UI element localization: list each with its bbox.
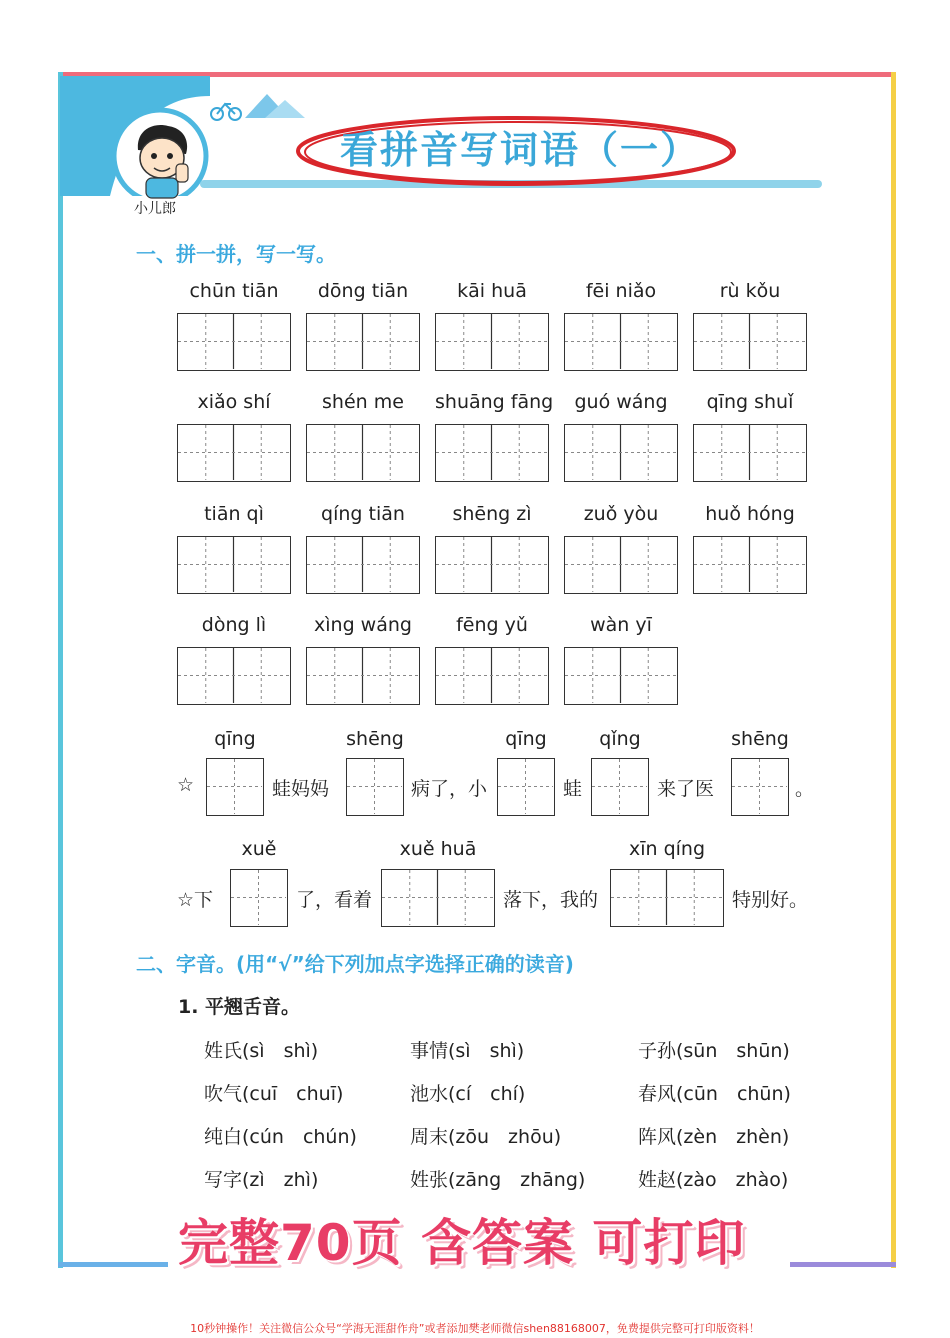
grid-box-4-2[interactable] [306,647,420,705]
sentence1-text-1: 蛙妈妈 [272,778,330,800]
frame-left-border [58,72,63,1268]
footer-notice: 10秒钟操作！关注微信公众号“学海无涯甜作舟”或者添加樊老师微信shen88168007，免费提供完整可打印版资料！ [190,1322,760,1335]
grid-box-2-4[interactable] [564,424,678,482]
grid-pinyin-1-3: kāi huā [457,280,527,302]
sentence1-box-1[interactable] [206,758,264,816]
grid-pinyin-4-4: wàn yī [590,614,652,636]
grid-pinyin-3-5: huǒ hóng [705,503,795,525]
pronunciation-item-2-1[interactable]: 吹气(cuī chuī) [204,1083,344,1105]
sentence1-pinyin-1: qīng [214,728,256,750]
pronunciation-item-4-2[interactable]: 姓张(zāng zhāng) [410,1169,586,1191]
sentence1-text-3: 蛙 [563,778,583,800]
grid-box-1-2[interactable] [306,313,420,371]
frame-bottom-left-border [58,1262,168,1267]
pronunciation-item-3-2[interactable]: 周末(zōu zhōu) [410,1126,562,1148]
pronunciation-item-4-3[interactable]: 姓赵(zào zhào) [638,1169,789,1191]
grid-box-2-5[interactable] [693,424,807,482]
grid-box-3-1[interactable] [177,536,291,594]
pronunciation-item-4-1[interactable]: 写字(zì zhì) [204,1169,319,1191]
pronunciation-item-3-3[interactable]: 阵风(zèn zhèn) [638,1126,790,1148]
pronunciation-item-1-1[interactable]: 姓氏(sì shì) [204,1040,319,1062]
pronunciation-item-1-3[interactable]: 子孙(sūn shūn) [638,1040,790,1062]
grid-pinyin-3-2: qíng tiān [321,503,405,525]
sentence2-pinyin-3: xīn qíng [628,838,706,860]
sentence1-pinyin-5: shēng [731,728,789,750]
grid-pinyin-2-1: xiǎo shí [197,391,271,413]
section2-subtitle: 1. 平翘舌音。 [178,996,301,1018]
pronunciation-item-2-3[interactable]: 春风(cūn chūn) [638,1083,791,1105]
section2-title: 二、字音。(用“√”给下列加点字选择正确的读音) [136,952,574,976]
sentence1-box-2[interactable] [346,758,404,816]
grid-pinyin-4-3: fēng yǔ [456,614,528,636]
sentence2-box-1[interactable] [230,869,288,927]
promo-banner: 完整70页 含答案 可打印 [178,1214,746,1272]
grid-box-3-4[interactable] [564,536,678,594]
sentence1-pinyin-4: qǐng [599,728,641,750]
sentence2-pinyin-1: xuě [241,838,277,860]
grid-pinyin-4-2: xìng wáng [314,614,412,636]
sentence1-text-4: 来了医 [657,778,715,800]
grid-pinyin-2-4: guó wáng [574,391,668,413]
sentence1-text-2: 病了，小 [411,778,488,800]
grid-box-1-5[interactable] [693,313,807,371]
sentence2-text-2: 落下，我的 [503,889,599,911]
grid-pinyin-1-2: dōng tiān [317,280,409,302]
grid-pinyin-3-4: zuǒ yòu [583,503,659,525]
pronunciation-item-2-2[interactable]: 池水(cí chí) [410,1083,526,1105]
sentence2-text-1: 了，看着 [296,889,373,911]
grid-box-4-1[interactable] [177,647,291,705]
grid-pinyin-1-1: chūn tiān [189,280,279,302]
pronunciation-item-1-2[interactable]: 事情(sì shì) [410,1040,525,1062]
grid-box-3-5[interactable] [693,536,807,594]
sentence2-pinyin-2: xuě huā [399,838,477,860]
grid-box-4-4[interactable] [564,647,678,705]
grid-pinyin-2-3: shuāng fāng [435,391,554,413]
grid-box-1-3[interactable] [435,313,549,371]
mascot-label: 小儿郎 [134,201,176,217]
mascot-boy-icon [128,120,198,200]
pronunciation-item-3-1[interactable]: 纯白(cún chún) [204,1126,357,1148]
sentence1-pinyin-2: shēng [346,728,404,750]
grid-box-3-3[interactable] [435,536,549,594]
grid-pinyin-3-1: tiān qì [204,503,264,525]
sentence1-text-5: 。 [795,778,815,800]
sentence1-star: ☆ [177,774,195,796]
page-title: 看拼音写词语（一） [339,128,700,172]
sentence1-box-5[interactable] [731,758,789,816]
section1-title: 一、拼一拼，写一写。 [136,242,336,266]
sentence1-pinyin-3: qīng [505,728,547,750]
grid-box-1-4[interactable] [564,313,678,371]
grid-pinyin-1-4: fēi niǎo [585,280,657,302]
frame-right-border [891,72,896,1268]
grid-pinyin-2-5: qīng shuǐ [706,391,794,413]
frame-bottom-right-border [790,1262,896,1267]
sentence2-text-3: 特别好。 [732,889,809,911]
grid-box-2-1[interactable] [177,424,291,482]
grid-box-1-1[interactable] [177,313,291,371]
grid-box-3-2[interactable] [306,536,420,594]
grid-box-2-3[interactable] [435,424,549,482]
sentence2-box-3[interactable] [610,869,724,927]
grid-pinyin-3-3: shēng zì [452,503,532,525]
grid-box-4-3[interactable] [435,647,549,705]
sentence1-box-4[interactable] [591,758,649,816]
sentence2-box-2[interactable] [381,869,495,927]
grid-pinyin-4-1: dòng lì [201,614,267,636]
grid-box-2-2[interactable] [306,424,420,482]
sentence2-star: ☆下 [177,889,214,911]
grid-pinyin-2-2: shén me [322,391,404,413]
sentence1-box-3[interactable] [497,758,555,816]
grid-pinyin-1-5: rù kǒu [719,280,781,302]
